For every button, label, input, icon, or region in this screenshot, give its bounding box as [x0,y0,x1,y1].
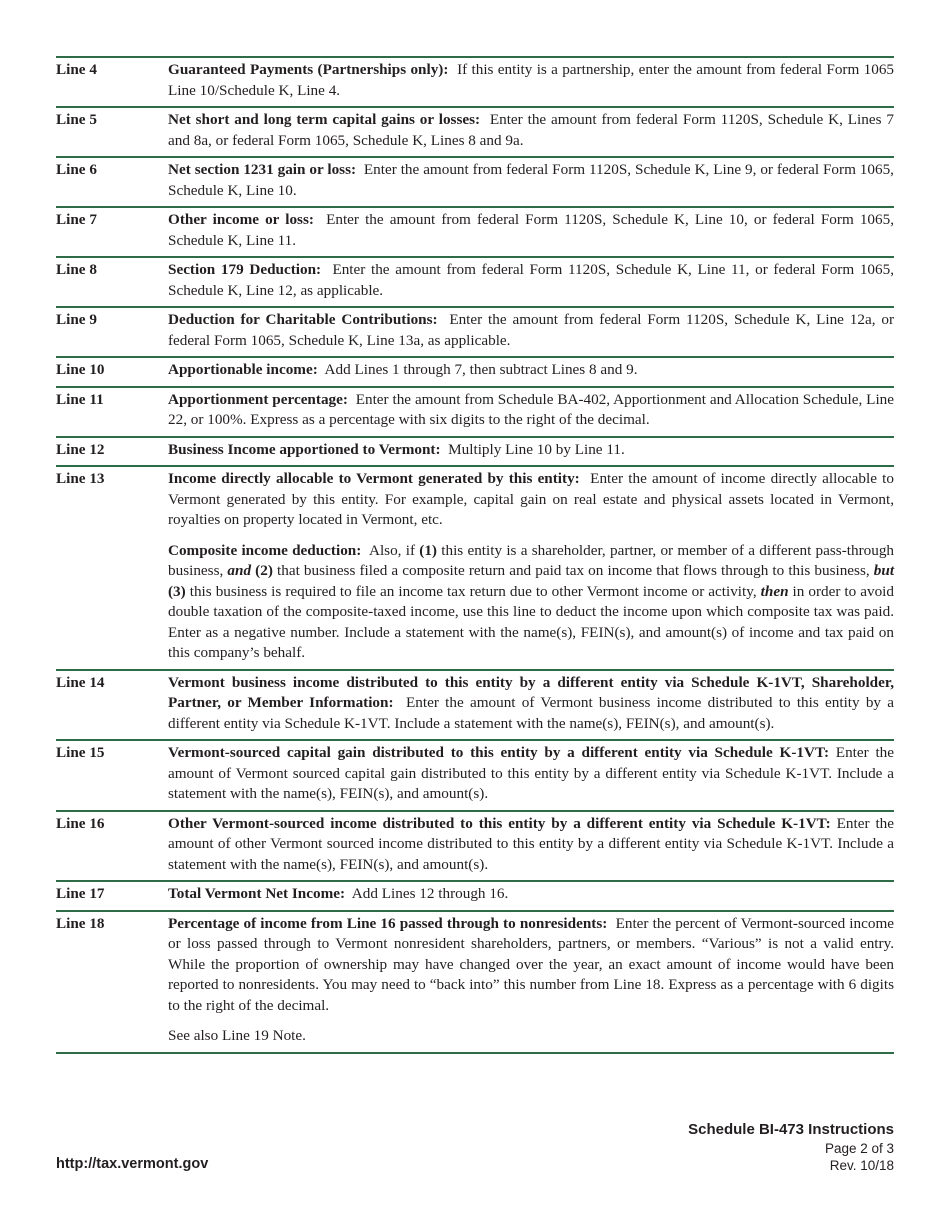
line-body [168,260,894,301]
line-text: Enter the percent of Vermont-sourced income or loss passed through to Vermont nonresident shareholders, partners, or members. “Various” is not a valid entry. While the proportion of ownership may have changed over the year, an exact amount of income would have been reported to nonresidents. You may need to “back into” this number from Line 18. Express as a percentage with 6 digits to the right of the decimal. [168,914,895,1014]
line-row [56,812,894,883]
line-text: Add Lines 1 through 7, then subtract Lines 8 and 9. [324,361,638,378]
line-label: Line 18 [56,914,105,932]
line-heading: Business Income apportioned to Vermont: [168,440,441,458]
line-text: Enter the amount from Schedule BA-402, Apportionment and Allocation Schedule, Line 22, or 100%. Express as a percentage with six digits to the right of the decimal. [168,390,894,428]
composite-paragraph [168,541,894,664]
line-heading: Guaranteed Payments (Partnerships only): [168,61,449,78]
footer-rev: Rev. 10/18 [829,1158,894,1173]
line-label: Line 14 [56,673,105,691]
line-heading: Percentage of income from Line 16 passed through to nonresidents: [168,914,608,932]
line-text: Enter the amount from federal Form 1120S, Schedule K, Line 12a, or federal Form 1065, Schedule K, Line 13a, as applicable. [168,311,895,349]
line-row [56,258,894,308]
line-row [56,438,894,468]
line-label: Line 4 [56,61,97,78]
line-heading: Other income or loss: [168,211,314,228]
line-text: Enter the amount from federal Form 1120S, Schedule K, Line 10, or federal Form 1065, Schedule K, Line 11. [168,211,895,249]
line-label: Line 10 [56,361,105,378]
line-body [168,914,894,1047]
line-body [168,360,894,381]
composite-emph: then [760,582,789,600]
line-row [56,308,894,358]
line-body [168,110,894,151]
line-text: If this entity is a partnership, enter the amount from federal Form 1065 Line 10/Schedule K, Line 4. [168,61,895,99]
line-body [168,210,894,251]
line-body [168,160,894,201]
instructions-table [56,56,894,1054]
line-text: Enter the amount of income directly allocable to Vermont generated by this entity. For example, capital gain on real estate and physical assets located in Vermont, royalties on property located in Vermont, etc. [168,470,894,528]
line-row [56,158,894,208]
footer-url-link[interactable]: http://tax.vermont.gov [56,1156,209,1172]
line-text: Enter the amount from federal Form 1120S, Schedule K, Lines 7 and 8a, or federal Form 1065, Schedule K, Lines 8 and 9a. [168,111,894,149]
line-18-note: See also Line 19 Note. [168,1027,306,1044]
line-body [168,743,894,805]
footer-doc-info [688,1120,894,1174]
line-body [168,884,894,905]
footer-title: Schedule BI-473 Instructions [688,1121,894,1138]
line-heading: Net short and long term capital gains or losses: [168,111,481,128]
line-text: Enter the amount of Vermont business income distributed to this entity by a different entity via Schedule K-1VT. Include a statement with the name(s), FEIN(s), and amount(s). [168,694,895,732]
line-body [168,390,894,431]
line-label: Line 17 [56,885,105,902]
line-label: Line 16 [56,814,105,832]
line-heading: Total Vermont Net Income: [168,885,346,902]
line-heading: Deduction for Charitable Contributions: [168,311,438,328]
composite-num: (3) [168,582,186,600]
line-text: Add Lines 12 through 16. [351,885,509,902]
line-body [168,440,894,461]
line-label: Line 6 [56,161,97,178]
line-text: Enter the amount of Vermont sourced capital gain distributed to this entity by a different entity via Schedule K-1VT. Include a statement with the name(s), FEIN(s), and amount(s). [168,744,894,802]
line-label: Line 12 [56,440,105,458]
line-body [168,814,894,876]
line-label: Line 7 [56,211,97,228]
composite-num: (2) [255,562,273,579]
line-text: Enter the amount from federal Form 1120S, Schedule K, Line 9, or federal Form 1065, Schedule K, Line 10. [168,161,894,199]
composite-emph: but [873,562,895,579]
line-row [56,58,894,108]
line-label: Line 11 [56,390,104,408]
composite-text: Also, if [368,541,416,559]
composite-text: this business is required to file an income tax return due to other Vermont income or activity, [189,582,757,600]
line-heading: Apportionment percentage: [168,390,348,408]
line-row [56,741,894,812]
line-label: Line 9 [56,311,97,328]
line-row [56,467,894,671]
line-body [168,60,894,101]
line-label: Line 15 [56,744,105,761]
composite-text: in order to avoid double taxation of the composite-taxed income, use this line to deduct the income upon which composite tax was paid. Enter as a negative number. Include a statement with the name(s), FEIN(s), and amount(s) of income and tax paid on this company’s behalf. [168,582,894,661]
footer-page: Page 2 of 3 [824,1141,894,1156]
line-body [168,469,894,664]
composite-text: this entity is a shareholder, partner, or member of a different pass-through business, [168,541,895,579]
line-row [56,671,894,742]
line-text: Enter the amount from federal Form 1120S, Schedule K, Line 11, or federal Form 1065, Schedule K, Line 12, as applicable. [168,261,895,299]
line-label: Line 13 [56,470,105,487]
line-row [56,882,894,912]
line-heading: Vermont-sourced capital gain distributed to this entity by a different entity via Schedule K-1VT: [168,744,830,761]
line-label: Line 8 [56,261,97,278]
line-row [56,388,894,438]
line-row [56,912,894,1054]
line-text: Enter the amount of other Vermont sourced income distributed to this entity by a different entity via Schedule K-1VT. Include a statement with the name(s), FEIN(s), and amount(s). [168,814,894,873]
line-label: Line 5 [56,111,97,128]
line-body [168,673,894,735]
composite-emph: and [227,562,252,579]
composite-text: that business filed a composite return and paid tax on income that flows through to this business, [277,562,870,579]
line-heading: Apportionable income: [168,361,318,378]
line-text: Multiply Line 10 by Line 11. [448,440,625,458]
line-row [56,208,894,258]
composite-num: (1) [419,541,437,559]
line-heading: Section 179 Deduction: [168,261,322,278]
line-heading: Vermont business income distributed to this entity by a different entity via Schedule K-1VT, Shareholder, Partner, or Member Information: [168,673,894,711]
line-heading: Net section 1231 gain or loss: [168,161,357,178]
line-heading: Income directly allocable to Vermont generated by this entity: [168,470,580,487]
line-body [168,310,894,351]
line-row [56,358,894,388]
line-row [56,108,894,158]
line-heading: Other Vermont-sourced income distributed to this entity by a different entity via Schedule K-1VT: [168,814,831,832]
composite-heading: Composite income deduction: [168,541,362,559]
